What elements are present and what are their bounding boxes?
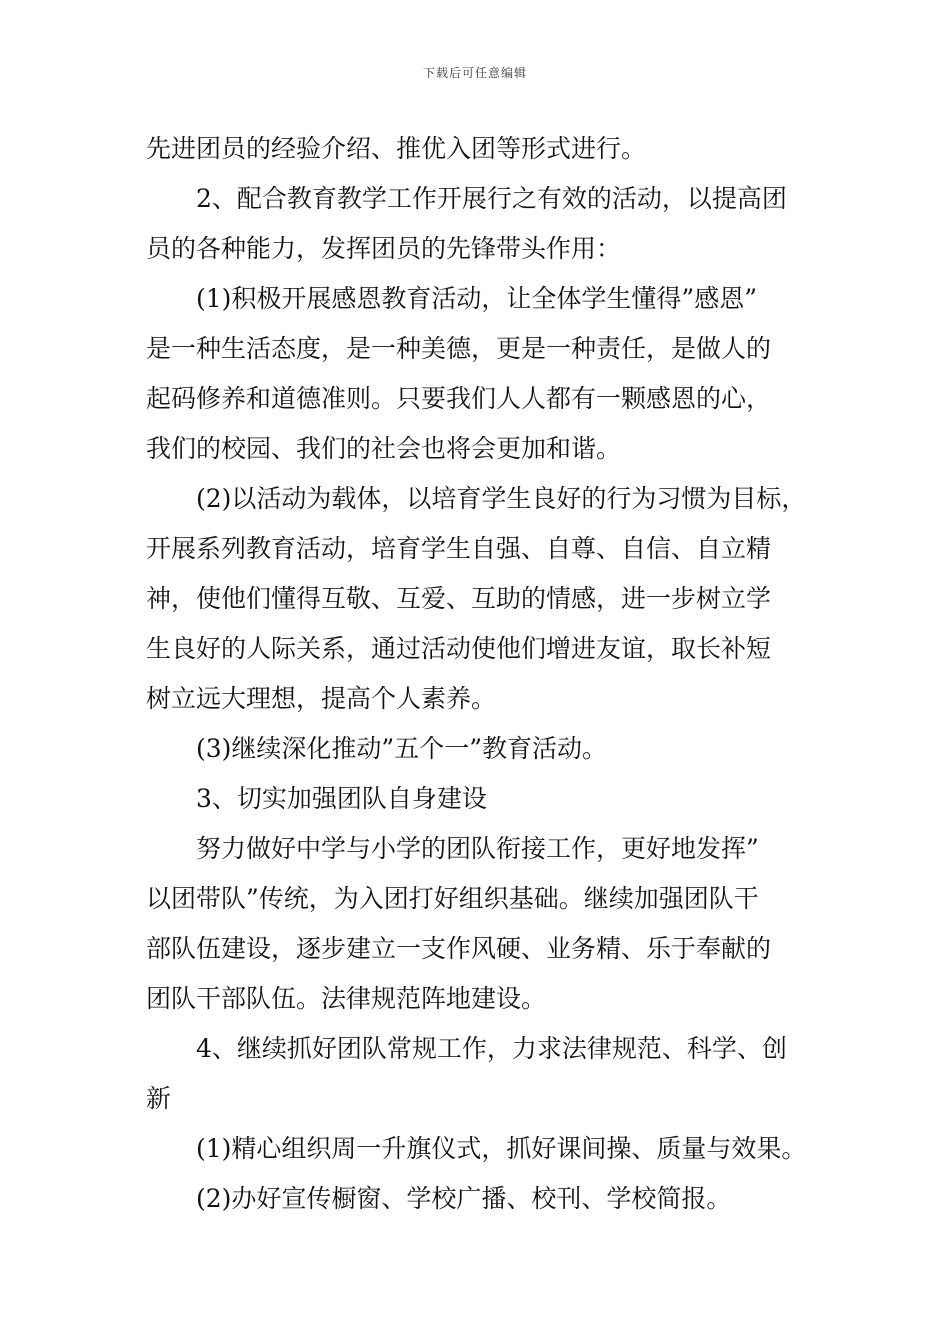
text-line: 部队伍建设，逐步建立一支作风硬、业务精、乐于奉献的 [146, 934, 772, 963]
text-line: 4、继续抓好团队常规工作，力求法律规范、科学、创 [196, 1034, 787, 1063]
document-body [146, 124, 806, 1224]
text-line: 以团带队”传统，为入团打好组织基础。继续加强团队干 [146, 884, 759, 913]
text-line: 3、切实加强团队自身建设 [196, 784, 487, 813]
page-header: 下载后可任意编辑 [422, 66, 527, 80]
text-line: 员的各种能力，发挥团员的先锋带头作用： [146, 234, 622, 263]
text-line: 神，使他们懂得互敬、互爱、互助的情感，进一步树立学 [146, 584, 772, 613]
text-line: (1)积极开展感恩教育活动，让全体学生懂得”感恩” [196, 284, 757, 313]
text-line: (2)以活动为载体，以培育学生良好的行为习惯为目标， [196, 484, 807, 513]
text-line: (2)办好宣传橱窗、学校广播、校刊、学校简报。 [196, 1184, 732, 1213]
text-line: 2、配合教育教学工作开展行之有效的活动，以提高团 [196, 184, 787, 213]
text-line: 团队干部队伍。法律规范阵地建设。 [146, 984, 547, 1013]
text-line: (1)精心组织周一升旗仪式，抓好课间操、质量与效果。 [196, 1134, 807, 1163]
text-line: 树立远大理想，提高个人素养。 [146, 684, 497, 713]
text-line: 我们的校园、我们的社会也将会更加和谐。 [146, 434, 622, 463]
text-line: (3)继续深化推动”五个一”教育活动。 [196, 734, 607, 763]
text-line: 先进团员的经验介绍、推优入团等形式进行。 [146, 134, 647, 163]
text-line: 生良好的人际关系，通过活动使他们增进友谊，取长补短 [146, 634, 772, 663]
text-line: 努力做好中学与小学的团队衔接工作，更好地发挥” [196, 834, 759, 863]
text-line: 起码修养和道德准则。只要我们人人都有一颗感恩的心， [146, 384, 772, 413]
text-line: 新 [146, 1084, 172, 1113]
text-line: 是一种生活态度，是一种美德，更是一种责任，是做人的 [146, 334, 772, 363]
text-line: 开展系列教育活动，培育学生自强、自尊、自信、自立精 [146, 534, 772, 563]
